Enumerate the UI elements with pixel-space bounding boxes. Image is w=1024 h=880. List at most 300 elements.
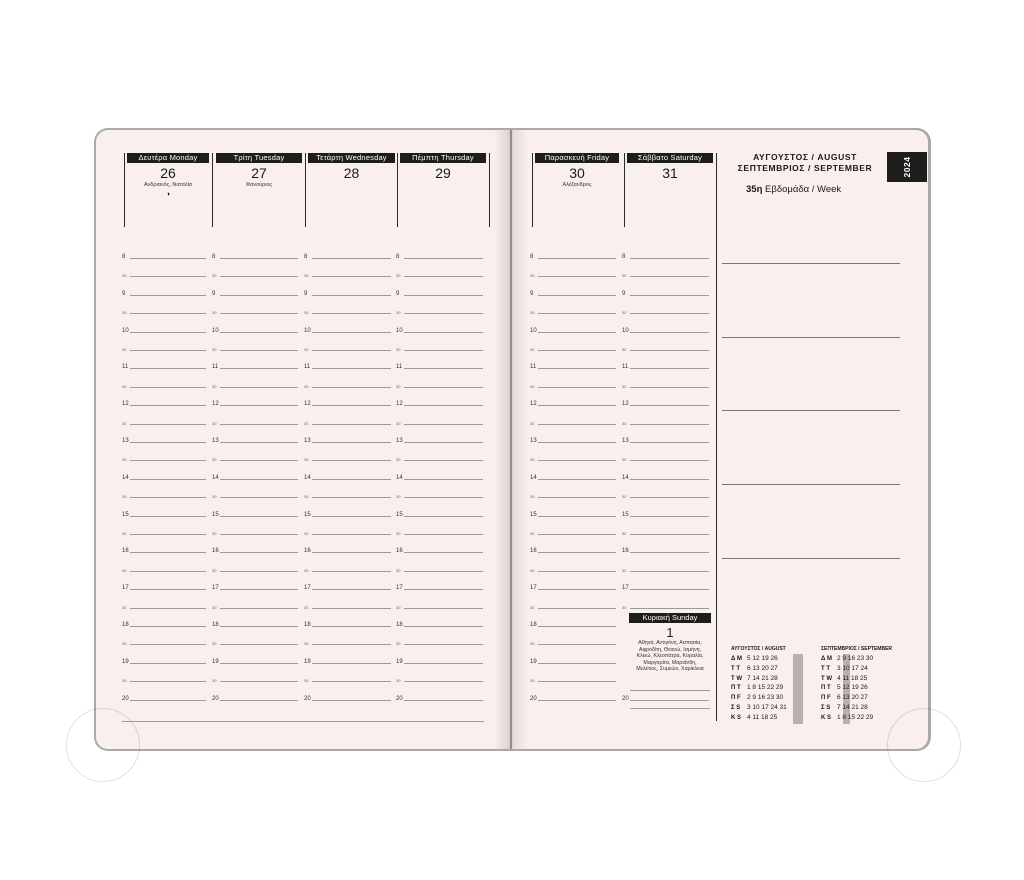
hour-label: 19 [396,658,403,665]
hour-line-saturday[interactable] [630,368,709,369]
hour-line-thursday[interactable] [404,571,483,572]
hour-label: 30 [122,531,127,536]
hour-label: 9 [622,290,626,297]
left-page [96,130,510,749]
hour-label: 30 [212,604,217,610]
hour-line-wednesday[interactable] [312,644,391,645]
hour-line-thursday[interactable] [404,387,483,388]
hour-line-saturday[interactable] [630,424,709,425]
hour-line-thursday[interactable] [404,368,483,369]
hour-label: 30 [530,273,535,279]
hour-line-tuesday[interactable] [220,516,298,517]
hour-label: 30 [396,531,401,536]
hour-line-wednesday[interactable] [312,424,391,425]
hour-line-saturday[interactable] [630,552,709,553]
hour-line-monday[interactable] [130,608,206,609]
hour-line-thursday[interactable] [404,424,483,425]
hour-label: 16 [622,548,629,555]
hour-line-wednesday[interactable] [312,332,391,333]
hour-line-friday[interactable] [538,313,616,314]
nameday-friday: Αλέξανδρος [562,182,592,188]
hour-label: 30 [122,420,127,426]
hour-label: 17 [396,585,403,592]
hour-line-tuesday[interactable] [220,258,298,259]
hour-label: 30 [122,310,127,316]
hour-line-friday[interactable] [538,497,616,498]
hour-line-friday[interactable] [538,681,616,682]
hour-line-wednesday[interactable] [312,313,391,314]
hour-label: 11 [396,364,403,371]
hour-label: 16 [396,548,403,555]
hour-line-monday[interactable] [130,479,206,480]
month-title-september: ΣΕΠΤΕΜΒΡΙΟΣ / SEPTEMBER [737,163,873,173]
date-friday: 30 [569,165,585,181]
year-tab[interactable]: 2024 [887,152,927,182]
hour-line-tuesday[interactable] [220,571,298,572]
hour-line-tuesday[interactable] [220,313,298,314]
corner-arc-right [887,708,961,782]
notes-column-divider [716,153,717,721]
hour-line-monday[interactable] [130,442,206,443]
hour-line-monday[interactable] [130,644,206,645]
mini-calendar-row: Σ S 7 14 21 28 [821,704,868,711]
hour-label: 11 [212,364,219,371]
hour-line-saturday[interactable] [630,700,709,701]
hour-line-saturday[interactable] [630,589,709,590]
hour-line-wednesday[interactable] [312,516,391,517]
hour-line-monday[interactable] [130,681,206,682]
hour-line-friday[interactable] [538,626,616,627]
hour-line-tuesday[interactable] [220,460,298,461]
hour-line-monday[interactable] [130,313,206,314]
hour-line-sunday[interactable] [630,708,710,709]
hour-label: 30 [622,567,627,573]
date-wednesday: 28 [343,165,360,181]
hour-line-wednesday[interactable] [312,479,391,480]
hour-label: 30 [622,420,627,426]
hour-label: 10 [122,327,129,334]
hour-line-thursday[interactable] [404,460,483,461]
nameday-sunday: Αθηνά, Αντιγόνη, Ασπασία, Αφροδίτη, Θεανώ, Ισμήνη, Κλειώ, Κλεοπάτρα, Κοραλία, Μαργαρίτα, Μαριάνθη, Μελέτιος, Συμεών, Χαρίκλεια [636,640,704,673]
hour-line-friday[interactable] [538,571,616,572]
mini-calendar-september-title: ΣΕΠΤΕΜΒΡΙΟΣ / SEPTEMBER [821,646,893,652]
hour-line-friday[interactable] [538,368,616,369]
hour-label: 17 [530,585,537,592]
hour-label: 11 [304,364,311,371]
hour-line-wednesday[interactable] [312,681,391,682]
hour-line-thursday[interactable] [404,442,483,443]
hour-line-tuesday[interactable] [220,552,298,553]
hour-line-tuesday[interactable] [220,589,298,590]
hour-label: 30 [212,273,217,279]
notes-line [722,337,900,338]
hour-label: 9 [396,290,400,297]
hour-label: 9 [212,290,216,297]
hour-line-monday[interactable] [130,387,206,388]
hour-line-wednesday[interactable] [312,663,391,664]
hour-label: 30 [122,641,127,647]
hour-label: 30 [122,383,127,389]
hour-label: 12 [530,401,537,408]
hour-label: 11 [530,364,537,371]
hour-line-saturday[interactable] [630,332,709,333]
hour-line-tuesday[interactable] [220,608,298,609]
hour-label: 8 [396,254,400,260]
hour-label: 17 [622,585,629,592]
hour-line-monday[interactable] [130,516,206,517]
hour-label: 30 [304,310,309,316]
hour-line-friday[interactable] [538,534,616,535]
hour-line-tuesday[interactable] [220,497,298,498]
hour-label: 30 [212,383,217,389]
hour-line-saturday[interactable] [630,276,709,277]
hour-line-saturday[interactable] [630,534,709,535]
hour-line-monday[interactable] [130,368,206,369]
hour-label: 30 [622,531,627,536]
hour-label: 30 [396,567,401,573]
hour-line-friday[interactable] [538,644,616,645]
hour-label: 14 [396,474,403,481]
spine-shadow [494,130,528,749]
hour-line-friday[interactable] [538,552,616,553]
hour-line-friday[interactable] [538,663,616,664]
hour-label: 30 [304,531,309,536]
hour-label: 30 [304,273,309,279]
hour-line-monday[interactable] [130,700,206,701]
hour-line-monday[interactable] [130,350,206,351]
hour-line-wednesday[interactable] [312,552,391,553]
hour-line-sunday[interactable] [630,690,710,691]
hour-label: 13 [396,438,403,444]
hour-label: 30 [212,678,217,684]
hour-line-wednesday[interactable] [312,350,391,351]
hour-label: 18 [212,622,219,628]
hour-label: 12 [122,401,129,408]
hour-label: 19 [304,658,311,665]
mini-calendar-row: Σ S 3 10 17 24 31 [731,704,787,711]
hour-label: 30 [396,494,401,500]
hour-line-wednesday[interactable] [312,295,391,296]
date-monday: 26 [160,165,176,181]
hour-line-saturday[interactable] [630,258,709,259]
hour-label: 30 [212,457,217,463]
notes-line [722,558,900,559]
hour-label: 11 [622,364,629,371]
hour-line-wednesday[interactable] [312,258,391,259]
mini-calendar-row: Π Τ 1 8 15 22 29 [731,684,784,692]
hour-line-wednesday[interactable] [312,442,391,443]
corner-arc-left [66,708,140,782]
hour-label: 30 [530,494,535,500]
day-divider [124,153,125,227]
hour-label: 30 [212,347,217,352]
hour-line-wednesday[interactable] [312,276,391,277]
day-divider [532,153,533,227]
notes-line [722,410,900,411]
hour-label: 30 [304,383,309,389]
date-tuesday: 27 [251,165,267,181]
hour-label: 10 [396,327,403,334]
hour-line-thursday[interactable] [404,479,483,480]
hour-line-saturday[interactable] [630,460,709,461]
hour-line-monday[interactable] [130,424,206,425]
hour-label: 10 [304,327,311,334]
hour-line-saturday[interactable] [630,350,709,351]
hour-line-saturday[interactable] [630,608,709,609]
hour-label: 13 [212,438,219,444]
hour-line-thursday[interactable] [404,516,483,517]
hour-line-friday[interactable] [538,479,616,480]
hour-label: 8 [530,254,534,260]
hour-label: 20 [622,695,629,702]
hour-line-wednesday[interactable] [312,700,391,701]
hour-label: 14 [622,474,629,481]
hour-line-wednesday[interactable] [312,589,391,590]
hour-line-thursday[interactable] [404,350,483,351]
hour-label: 20 [304,695,311,702]
hour-label: 30 [396,604,401,610]
hour-label: 30 [304,604,309,610]
nameday-tuesday: Φανούριος [245,182,273,188]
hour-line-friday[interactable] [538,387,616,388]
hour-label: 30 [622,273,627,279]
hour-line-tuesday[interactable] [220,644,298,645]
hour-line-tuesday[interactable] [220,700,298,701]
hour-label: 30 [122,273,127,279]
nameday-monday: Ανδριανός, Ναταλία [143,182,192,188]
hour-line-thursday[interactable] [404,313,483,314]
hour-line-wednesday[interactable] [312,368,391,369]
hour-label: 30 [622,383,627,389]
hour-line-monday[interactable] [130,295,206,296]
hour-label: 16 [304,548,311,555]
hour-label: 11 [122,364,129,371]
hour-label: 30 [304,457,309,463]
hour-line-thursday[interactable] [404,626,483,627]
hour-label: 30 [530,641,535,647]
hour-line-tuesday[interactable] [220,276,298,277]
hour-line-friday[interactable] [538,405,616,406]
day-header-saturday: Σάββατο Saturday [627,153,713,163]
hour-label: 15 [622,511,629,518]
hour-line-tuesday[interactable] [220,405,298,406]
planner-spread [94,128,931,751]
hour-line-wednesday[interactable] [312,405,391,406]
hour-label: 30 [622,604,627,610]
hour-line-thursday[interactable] [404,276,483,277]
hour-line-friday[interactable] [538,608,616,609]
hour-label: 30 [304,420,309,426]
hour-label: 30 [396,347,401,352]
hour-line-thursday[interactable] [404,681,483,682]
hour-label: 15 [530,511,537,518]
hour-line-thursday[interactable] [404,295,483,296]
mini-calendar-row: Δ Μ 5 12 19 26 [731,655,778,662]
hour-line-thursday[interactable] [404,552,483,553]
hour-label: 20 [212,695,219,702]
week-number: 35η Εβδομάδα / Week [746,184,842,195]
hour-label: 30 [530,420,535,426]
hour-line-monday[interactable] [130,497,206,498]
hour-label: 30 [396,273,401,279]
hour-line-friday[interactable] [538,589,616,590]
hour-label: 14 [304,474,311,481]
hour-line-tuesday[interactable] [220,663,298,664]
hour-line-tuesday[interactable] [220,387,298,388]
hour-line-tuesday[interactable] [220,368,298,369]
hour-label: 15 [396,511,403,518]
hour-line-saturday[interactable] [630,405,709,406]
mini-calendar-row: Κ S 1 8 15 22 29 [821,713,874,721]
hour-label: 13 [122,438,129,444]
hour-line-monday[interactable] [130,460,206,461]
hour-line-monday[interactable] [130,332,206,333]
hour-line-friday[interactable] [538,460,616,461]
hour-label: 12 [212,401,219,408]
hour-line-thursday[interactable] [404,700,483,701]
hour-label: 30 [304,347,309,352]
hour-line-tuesday[interactable] [220,332,298,333]
hour-label: 30 [396,641,401,647]
hour-line-friday[interactable] [538,276,616,277]
hour-line-thursday[interactable] [404,332,483,333]
day-header-sunday: Κυριακή Sunday [629,613,711,623]
hour-line-saturday[interactable] [630,516,709,517]
hour-line-saturday[interactable] [630,387,709,388]
hour-label: 30 [396,678,401,684]
hour-label: 30 [396,457,401,463]
hour-label: 8 [622,254,626,260]
hour-line-monday[interactable] [130,626,206,627]
hour-line-thursday[interactable] [404,608,483,609]
hour-label: 30 [212,420,217,426]
hour-label: 20 [122,695,129,702]
hour-line-wednesday[interactable] [312,497,391,498]
hour-line-saturday[interactable] [630,497,709,498]
hour-line-tuesday[interactable] [220,534,298,535]
day-divider [489,153,490,227]
hour-line-friday[interactable] [538,424,616,425]
hour-line-monday[interactable] [130,405,206,406]
hour-label: 30 [304,678,309,684]
hour-line-thursday[interactable] [404,663,483,664]
hour-label: 30 [122,494,127,500]
hour-label: 18 [530,622,537,628]
current-week-highlight [793,654,803,724]
hour-line-friday[interactable] [538,258,616,259]
hour-label: 30 [530,678,535,684]
hour-label: 30 [396,310,401,316]
hour-line-thursday[interactable] [404,405,483,406]
hour-label: 17 [122,585,129,592]
hour-label: 15 [122,511,129,518]
hour-line-saturday[interactable] [630,313,709,314]
hour-label: 17 [304,585,311,592]
hour-line-friday[interactable] [538,332,616,333]
mini-calendar-row: Π F 6 13 20 27 [821,694,868,702]
hour-line-tuesday[interactable] [220,424,298,425]
hour-label: 30 [622,347,627,352]
hour-label: 30 [304,641,309,647]
hour-line-wednesday[interactable] [312,387,391,388]
hour-line-monday[interactable] [130,534,206,535]
hour-line-friday[interactable] [538,700,616,701]
hour-label: 16 [122,548,129,555]
hour-line-tuesday[interactable] [220,442,298,443]
hour-line-tuesday[interactable] [220,295,298,296]
hour-line-monday[interactable] [130,552,206,553]
hour-label: 14 [530,474,537,481]
hour-line-saturday[interactable] [630,571,709,572]
moon-phase-icon: ◑ [165,191,171,198]
hour-label: 16 [530,548,537,555]
mini-calendar-row: Π Τ 5 12 19 26 [821,684,868,692]
hour-line-monday[interactable] [130,276,206,277]
hour-line-friday[interactable] [538,350,616,351]
hour-line-friday[interactable] [538,442,616,443]
hour-line-saturday[interactable] [630,479,709,480]
hour-line-thursday[interactable] [404,589,483,590]
mini-calendar-row: Τ Τ 6 13 20 27 [731,664,778,672]
hour-label: 18 [122,622,129,628]
hour-line-wednesday[interactable] [312,608,391,609]
hour-label: 8 [304,254,308,260]
hour-line-thursday[interactable] [404,497,483,498]
hour-label: 30 [122,604,127,610]
hour-label: 30 [530,567,535,573]
hour-label: 13 [622,438,629,444]
hour-label: 9 [304,290,308,297]
hour-line-saturday[interactable] [630,295,709,296]
hour-line-thursday[interactable] [404,534,483,535]
hour-line-monday[interactable] [130,663,206,664]
hour-line-saturday[interactable] [630,442,709,443]
hour-line-monday[interactable] [130,571,206,572]
hour-line-friday[interactable] [538,516,616,517]
hour-line-wednesday[interactable] [312,626,391,627]
hour-line-wednesday[interactable] [312,460,391,461]
hour-line-tuesday[interactable] [220,479,298,480]
hour-line-friday[interactable] [538,295,616,296]
hour-label: 30 [396,383,401,389]
hour-line-wednesday[interactable] [312,534,391,535]
mini-calendar-row: Κ S 4 11 18 25 [731,713,778,721]
hour-label: 9 [530,290,534,297]
day-divider [397,153,398,227]
hour-line-thursday[interactable] [404,644,483,645]
hour-line-monday[interactable] [130,258,206,259]
hour-line-tuesday[interactable] [220,626,298,627]
date-saturday: 31 [662,165,678,181]
hour-label: 17 [212,585,219,592]
hour-label: 8 [212,254,216,260]
hour-label: 30 [212,494,217,500]
hour-line-tuesday[interactable] [220,681,298,682]
hour-label: 14 [122,474,129,481]
mini-calendar-row: Τ W 4 11 18 25 [821,674,868,682]
mini-calendar-row: Τ Τ 3 10 17 24 [821,664,868,672]
hour-label: 30 [122,678,127,684]
hour-label: 10 [622,327,629,334]
hour-label: 30 [622,494,627,500]
hour-line-monday[interactable] [130,589,206,590]
hour-label: 13 [304,438,311,444]
hour-line-wednesday[interactable] [312,571,391,572]
hour-line-tuesday[interactable] [220,350,298,351]
hour-label: 12 [396,401,403,408]
hour-line-thursday[interactable] [404,258,483,259]
hour-label: 30 [530,604,535,610]
